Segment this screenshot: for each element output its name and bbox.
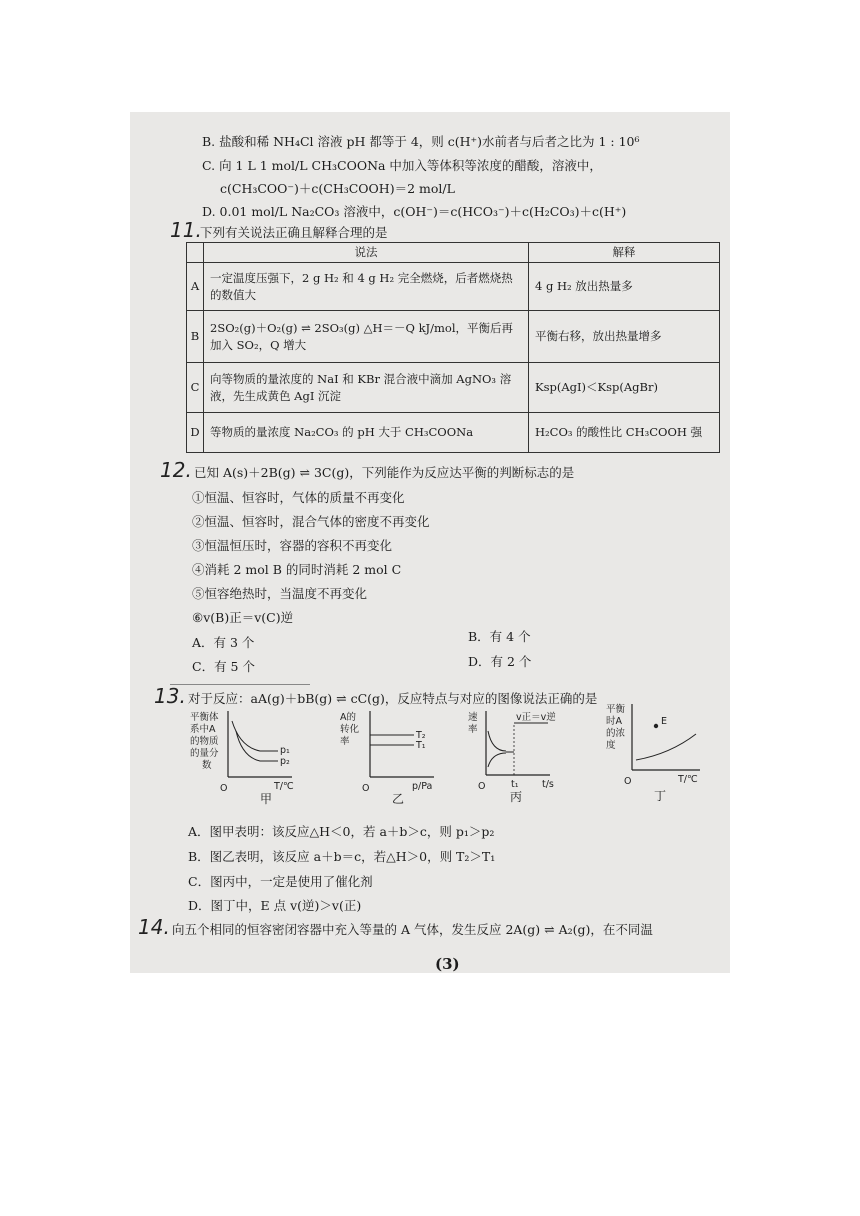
table-row [187, 363, 720, 413]
q12-stem: 已知 A(s)＋2B(g) ⇌ 3C(g)，下列能作为反应达平衡的判断标志的是 [194, 465, 575, 480]
graph-ding-point-label: E [661, 716, 668, 727]
graph-yi-ylabel: 率 [340, 736, 350, 747]
table-row [187, 413, 720, 453]
q11-number: 11. [170, 218, 202, 242]
graph-ding-xlabel: T/℃ [678, 774, 698, 785]
q11-table [186, 242, 720, 453]
q12-number: 12. [160, 458, 192, 482]
graph-yi-curve-label: T₁ [416, 740, 426, 751]
graph-bing-eq-label: v正＝v逆 [516, 712, 556, 723]
graph-yi [338, 707, 448, 811]
q13-option-c: C．图丙中，一定是使用了催化剂 [188, 874, 373, 889]
graph-ding-ylabel: 时A [606, 716, 622, 727]
graph-bing-origin: O [478, 781, 486, 792]
graph-jia-curve-label: p₁ [280, 745, 290, 756]
table-header-row [187, 243, 720, 263]
graph-bing-caption: 丙 [510, 790, 523, 804]
q14-number: 14. [138, 915, 170, 939]
graph-jia-ylabel: 数 [202, 760, 212, 771]
q10-option-b: B. 盐酸和稀 NH₄Cl 溶液 pH 都等于 4，则 c(H⁺)水前者与后者之比为 1 : 10⁶ [202, 134, 640, 149]
graph-jia-origin: O [220, 783, 228, 794]
graph-yi-origin: O [362, 783, 370, 794]
row-reason: Ksp(AgI)＜Ksp(AgBr) [529, 363, 720, 413]
graph-bing-curve-upper [488, 731, 506, 751]
q13-option-d: D．图丁中，E 点 v(逆)＞v(正) [188, 898, 362, 913]
q14-stem: 向五个相同的恒容密闭容器中充入等量的 A 气体，发生反应 2A(g) ⇌ A₂(g)，在不同温 [172, 922, 653, 937]
q12-item: ②恒温、恒容时，混合气体的密度不再变化 [192, 514, 430, 529]
q12-option-d: D．有 2 个 [468, 654, 532, 669]
table-row [187, 311, 720, 363]
q12-item: ⑥v(B)正＝v(C)逆 [192, 610, 294, 625]
graph-ding-ylabel: 平衡 [606, 704, 626, 715]
page-number: (3) [435, 955, 460, 973]
graph-bing-ylabel: 速 [468, 712, 478, 723]
row-reason: H₂CO₃ 的酸性比 CH₃COOH 强 [529, 413, 720, 453]
graph-ding-curve [636, 734, 696, 760]
graph-ding-ylabel: 度 [606, 740, 616, 751]
row-label: B [187, 311, 204, 363]
q13-stem: 对于反应：aA(g)＋bB(g) ⇌ cC(g)，反应特点与对应的图像说法正确的是 [188, 691, 598, 706]
graph-yi-caption: 乙 [392, 792, 405, 806]
row-label: D [187, 413, 204, 453]
graph-jia-xlabel: T/℃ [274, 781, 294, 792]
divider [170, 684, 310, 685]
graph-bing [466, 707, 576, 811]
table-row [187, 263, 720, 311]
graph-ding-origin: O [624, 776, 632, 787]
graph-ding-ylabel: 的浓 [606, 728, 626, 739]
graph-bing-xlabel: t/s [542, 779, 554, 790]
row-claim: 一定温度压强下，2 g H₂ 和 4 g H₂ 完全燃烧，后者燃烧热的数值大 [204, 263, 529, 311]
graph-jia-ylabel: 系中A [190, 724, 216, 735]
row-label: A [187, 263, 204, 311]
q13-number: 13. [154, 684, 186, 708]
graph-yi-ylabel: A的 [340, 712, 356, 723]
header-reason: 解释 [529, 243, 720, 263]
q12-option-a: A．有 3 个 [192, 635, 255, 650]
row-reason: 4 g H₂ 放出热量多 [529, 263, 720, 311]
q10-option-c-line1: C. 向 1 L 1 mol/L CH₃COONa 中加入等体积等浓度的醋酸，溶液中， [202, 158, 602, 173]
graph-ding-point-e [654, 724, 658, 728]
row-label: C [187, 363, 204, 413]
header-blank [187, 243, 204, 263]
graph-jia-ylabel: 的物质 [190, 736, 219, 747]
graph-jia-curve-label: p₂ [280, 756, 290, 767]
q13-option-b: B．图乙表明，该反应 a＋b＝c，若△H＞0，则 T₂＞T₁ [188, 849, 496, 864]
header-claim: 说法 [204, 243, 529, 263]
graph-bing-ylabel: 率 [468, 724, 478, 735]
q11-stem: 下列有关说法正确且解释合理的是 [200, 225, 388, 240]
graph-jia-curve-p1 [232, 721, 278, 751]
exam-page [130, 112, 730, 973]
graph-bing-curve-lower [488, 753, 506, 767]
q12-option-b: B．有 4 个 [468, 629, 531, 644]
graph-ding [604, 700, 714, 804]
q13-option-a: A．图甲表明：该反应△H＜0，若 a＋b＞c，则 p₁＞p₂ [188, 824, 495, 839]
graph-yi-curve-label: T₂ [416, 730, 426, 741]
graph-jia-ylabel: 平衡体 [190, 712, 219, 723]
graph-yi-xlabel: p/Pa [412, 781, 433, 792]
q12-item: ④消耗 2 mol B 的同时消耗 2 mol C [192, 562, 402, 577]
q12-item: ⑤恒容绝热时，当温度不再变化 [192, 586, 368, 601]
graph-jia-ylabel: 的量分 [190, 748, 219, 759]
graph-yi-ylabel: 转化 [340, 724, 360, 735]
row-claim: 等物质的量浓度 Na₂CO₃ 的 pH 大于 CH₃COONa [204, 413, 529, 453]
row-reason: 平衡右移，放出热量增多 [529, 311, 720, 363]
row-claim: 向等物质的量浓度的 NaI 和 KBr 混合液中滴加 AgNO₃ 溶液，先生成黄色 AgI 沉淀 [204, 363, 529, 413]
q12-option-c: C．有 5 个 [192, 659, 255, 674]
q10-option-d: D. 0.01 mol/L Na₂CO₃ 溶液中，c(OH⁻)＝c(HCO₃⁻)＋c(H₂CO₃)＋c(H⁺) [202, 204, 627, 219]
q10-option-c-line2: c(CH₃COO⁻)＋c(CH₃COOH)＝2 mol/L [220, 181, 455, 196]
graph-jia-caption: 甲 [260, 792, 273, 806]
graph-ding-caption: 丁 [654, 789, 667, 803]
q12-item: ①恒温、恒容时，气体的质量不再变化 [192, 490, 405, 505]
graph-bing-tick: t₁ [511, 779, 519, 790]
graph-jia [188, 707, 298, 811]
graph-jia-curve-p2 [236, 731, 278, 761]
row-claim: 2SO₂(g)＋O₂(g) ⇌ 2SO₃(g) △H＝－Q kJ/mol，平衡后再加入 SO₂，Q 增大 [204, 311, 529, 363]
q12-item: ③恒温恒压时，容器的容积不再变化 [192, 538, 393, 553]
